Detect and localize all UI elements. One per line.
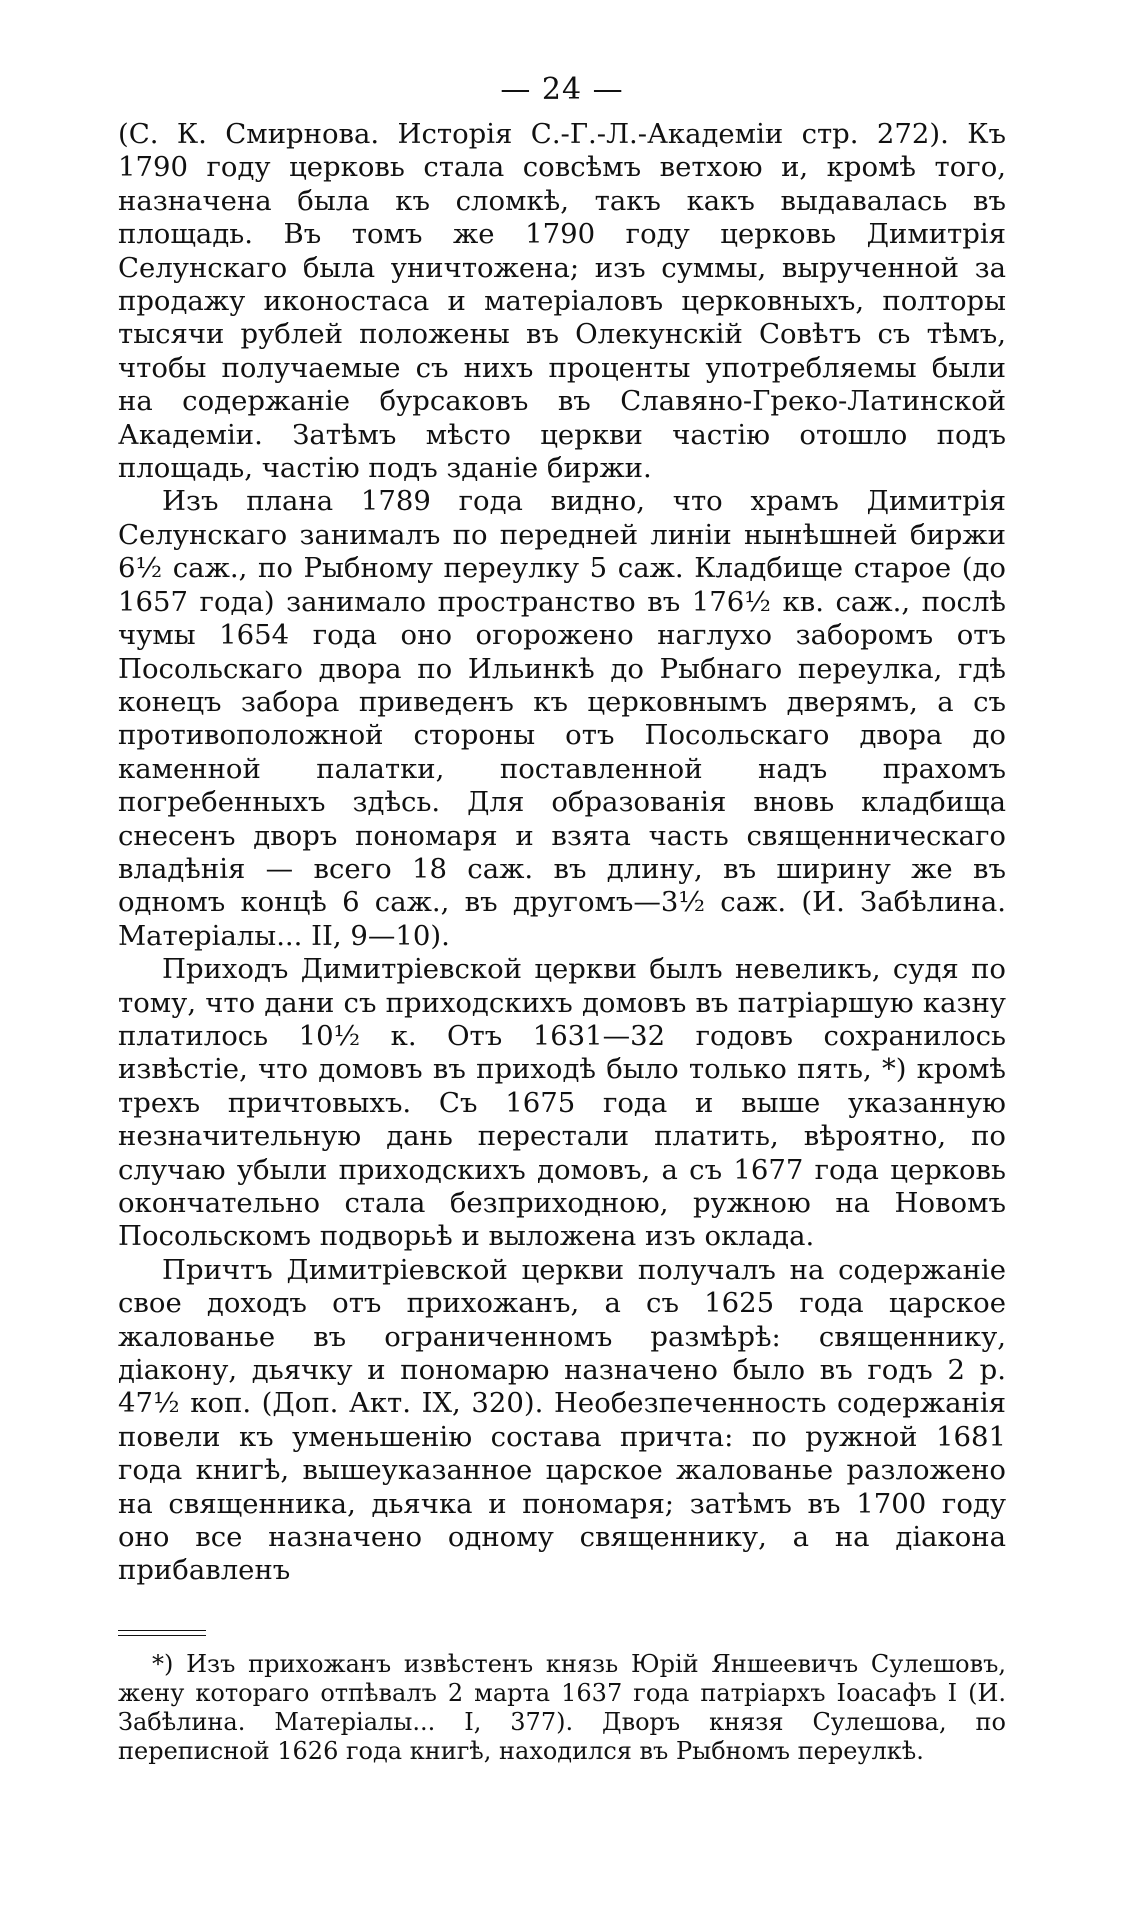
page-number: — 24 — — [500, 72, 624, 107]
book-page — [118, 70, 1006, 1766]
paragraph-1: (С. К. Смирнова. Исторія С.-Г.-Л.-Академіи стр. 272). Къ 1790 году церковь стала совсѣмъ ветхою и, кромѣ того, назначена была къ сломкѣ, такъ какъ выдавалась въ площадь. Въ томъ же 1790 году церковь Димитрія Селунскаго была уничтожена; изъ суммы, вырученной за продажу иконостаса и матеріаловъ церковныхъ, полторы тысячи рублей положены въ Олекунскій Совѣтъ съ тѣмъ, чтобы получаемые съ нихъ проценты употребляемы были на содержаніе бурсаковъ въ Славяно-Греко-Латинской Академіи. Затѣмъ мѣсто церкви частію отошло подъ площадь, частію подъ зданіе биржи. — [118, 118, 1006, 485]
paragraph-4: Причтъ Димитріевской церкви получалъ на содержаніе свое доходъ отъ прихожанъ, а съ 1625 года царское жалованье въ ограниченномъ размѣрѣ: священнику, діакону, дьячку и пономарю назначено было въ годъ 2 р. 47½ коп. (Доп. Акт. IX, 320). Необезпеченность содержанія повели къ уменьшенію состава причта: по ружной 1681 года книгѣ, вышеуказанное царское жалованье разложено на священника, дьячка и пономаря; затѣмъ въ 1700 году оно все назначено одному священнику, а на діакона прибавленъ — [118, 1253, 1006, 1587]
paragraph-2: Изъ плана 1789 года видно, что храмъ Димитрія Селунскаго занималъ по передней линіи нынѣшней биржи 6½ саж., по Рыбному переулку 5 саж. Кладбище старое (до 1657 года) занимало пространство въ 176½ кв. саж., послѣ чумы 1654 года оно огорожено наглухо заборомъ отъ Посольскаго двора по Ильинкѣ до Рыбнаго переулка, гдѣ конецъ забора приведенъ къ церковнымъ дверямъ, а съ противоположной стороны отъ Посольскаго двора до каменной палатки, поставленной надъ прахомъ погребенныхъ здѣсь. Для образованія вновь кладбища снесенъ дворъ пономаря и взята часть священническаго владѣнія — всего 18 саж. въ длину, въ ширину же въ одномъ концѣ 6 саж., въ другомъ—3½ саж. (И. Забѣлина. Матеріалы... II, 9—10). — [118, 485, 1006, 952]
paragraph-3: Приходъ Димитріевской церкви былъ невеликъ, судя по тому, что дани съ приходскихъ домовъ въ патріаршую казну платилось 10½ к. Отъ 1631—32 годовъ сохранилось извѣстіе, что домовъ въ приходѣ было только пять, *) кромѣ трехъ причтовыхъ. Съ 1675 года и выше указанную незначительную дань перестали платить, вѣроятно, по случаю убыли приходскихъ домовъ, а съ 1677 года церковь окончательно стала безприходною, ружною на Новомъ Посольскомъ подворьѣ и выложена изъ оклада. — [118, 953, 1006, 1253]
footnote: *) Изъ прихожанъ извѣстенъ князь Юрій Яншеевичъ Сулешовъ, жену котораго отпѣвалъ 2 марта 1637 года патріархъ Іоасафъ I (И. Забѣлина. Матеріалы... I, 377). Дворъ князя Сулешова, по переписной 1626 года книгѣ, находился въ Рыбномъ переулкѣ. — [118, 1649, 1006, 1765]
footnote-divider — [118, 1630, 206, 1636]
